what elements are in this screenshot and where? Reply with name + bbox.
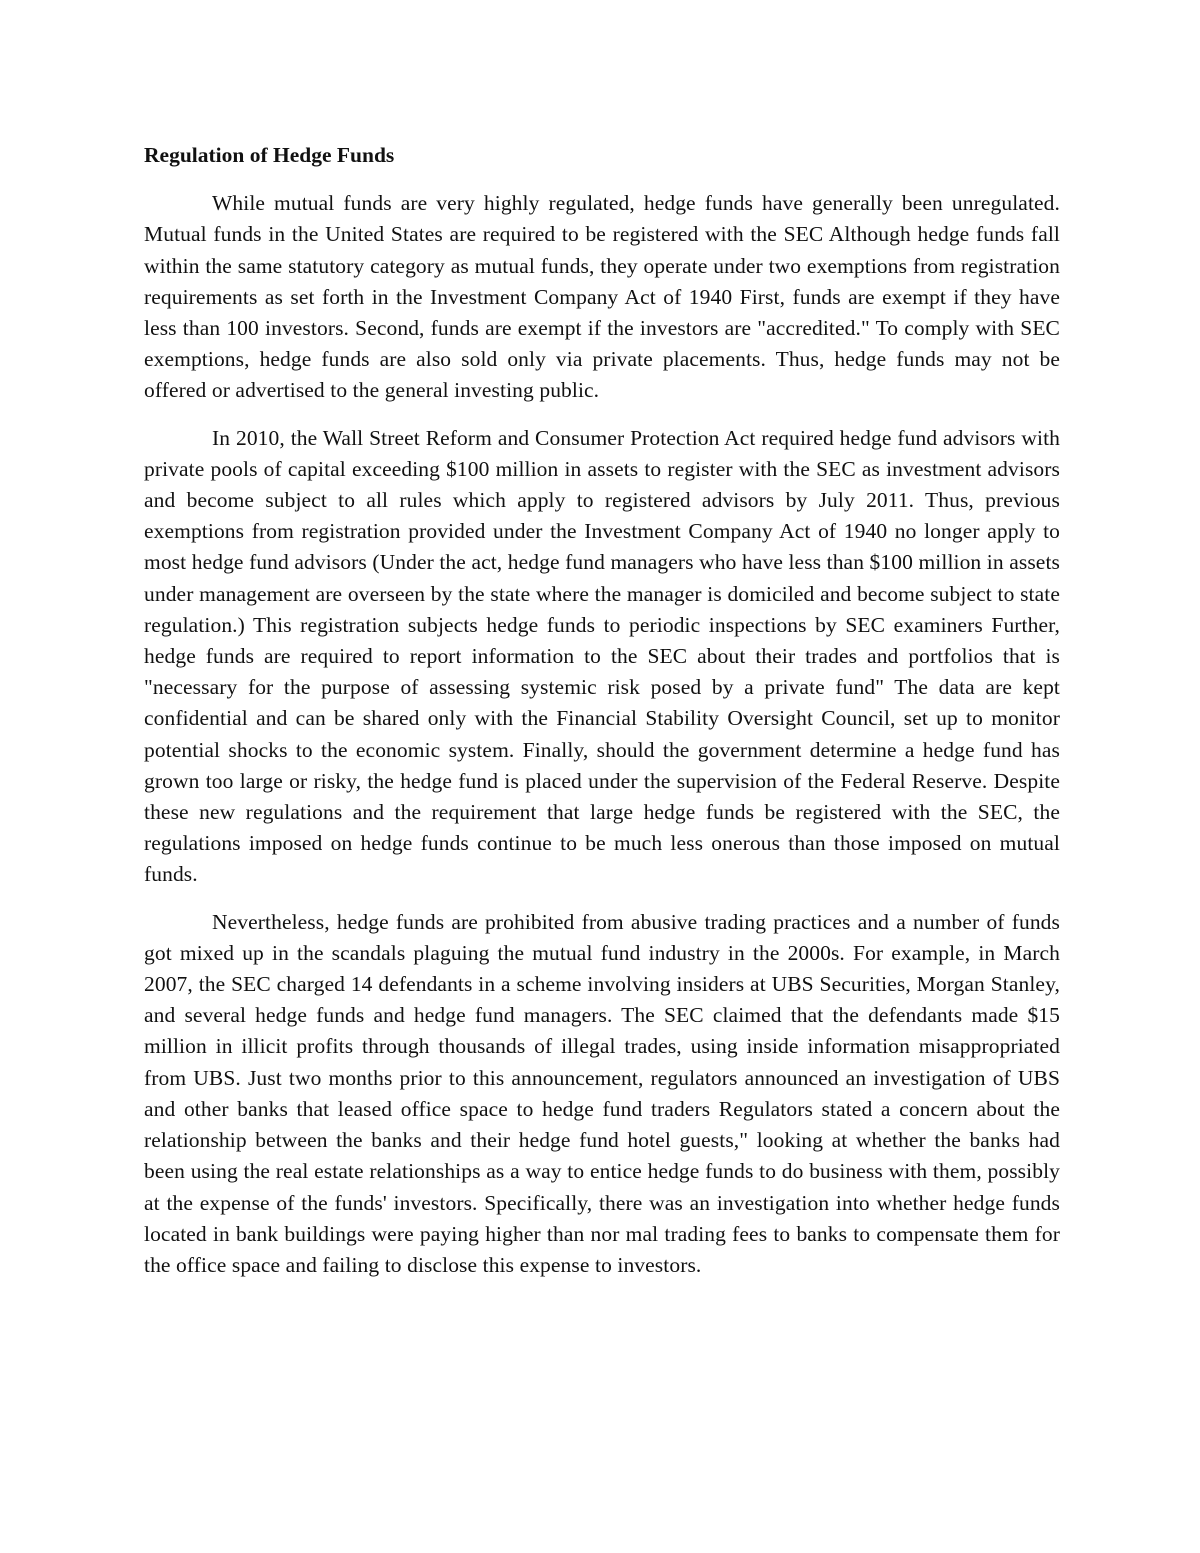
document-title: Regulation of Hedge Funds (144, 143, 395, 167)
paragraph-3: Nevertheless, hedge funds are prohibited from abusive trading practices and a number of funds got mixed up in the scandals plaguing the mutual fund industry in the 2000s. For example, in March 2007, the SEC charged 14 defendants in a scheme involving insiders at UBS Securities, Morgan Stanley, and several hedge funds and hedge fund managers. The SEC claimed that the defendants made $15 million in illicit profits through thousands of illegal trades, using inside information misappropriated from UBS. Just two months prior to this announcement, regulators announced an investigation of UBS and other banks that leased office space to hedge fund traders Regulators stated a concern about the relationship between the banks and their hedge fund hotel guests," looking at whether the banks had been using the real estate relationships as a way to entice hedge funds to do business with them, possibly at the expense of the funds' investors. Specifically, there was an investigation into whether hedge funds located in bank buildings were paying higher than nor mal trading fees to banks to compensate them for the office space and failing to disclose this expense to investors. (144, 909, 1060, 1277)
paragraph-1: While mutual funds are very highly regulated, hedge funds have generally been unregulated. Mutual funds in the United States are required to be registered with the SEC Although hedge funds fall within the same statutory category as mutual funds, they operate under two exemptions from registration requirements as set forth in the Investment Company Act of 1940 First, funds are exempt if they have less than 100 investors. Second, funds are exempt if the investors are "accredited." To comply with SEC exemptions, hedge funds are also sold only via private placements. Thus, hedge funds may not be offered or advertised to the general investing public. (144, 191, 1060, 403)
document-page (144, 140, 1060, 1297)
paragraph-2: In 2010, the Wall Street Reform and Consumer Protection Act required hedge fund advisors with private pools of capital exceeding $100 million in assets to register with the SEC as investment advisors and become subject to all rules which apply to registered advisors by July 2011. Thus, previous exemptions from registration provided under the Investment Company Act of 1940 no longer apply to most hedge fund advisors (Under the act, hedge fund managers who have less than $100 million in assets under management are overseen by the state where the manager is domiciled and become subject to state regulation.) This registration subjects hedge funds to periodic inspections by SEC examiners Further, hedge funds are required to report information to the SEC about their trades and portfolios that is "necessary for the purpose of assessing systemic risk posed by a private fund" The data are kept confidential and can be shared only with the Financial Stability Oversight Council, set up to monitor potential shocks to the economic system. Finally, should the government determine a hedge fund has grown too large or risky, the hedge fund is placed under the supervision of the Federal Reserve. Despite these new regulations and the requirement that large hedge funds be registered with the SEC, the regulations imposed on hedge funds continue to be much less onerous than those imposed on mutual funds. (144, 425, 1060, 887)
